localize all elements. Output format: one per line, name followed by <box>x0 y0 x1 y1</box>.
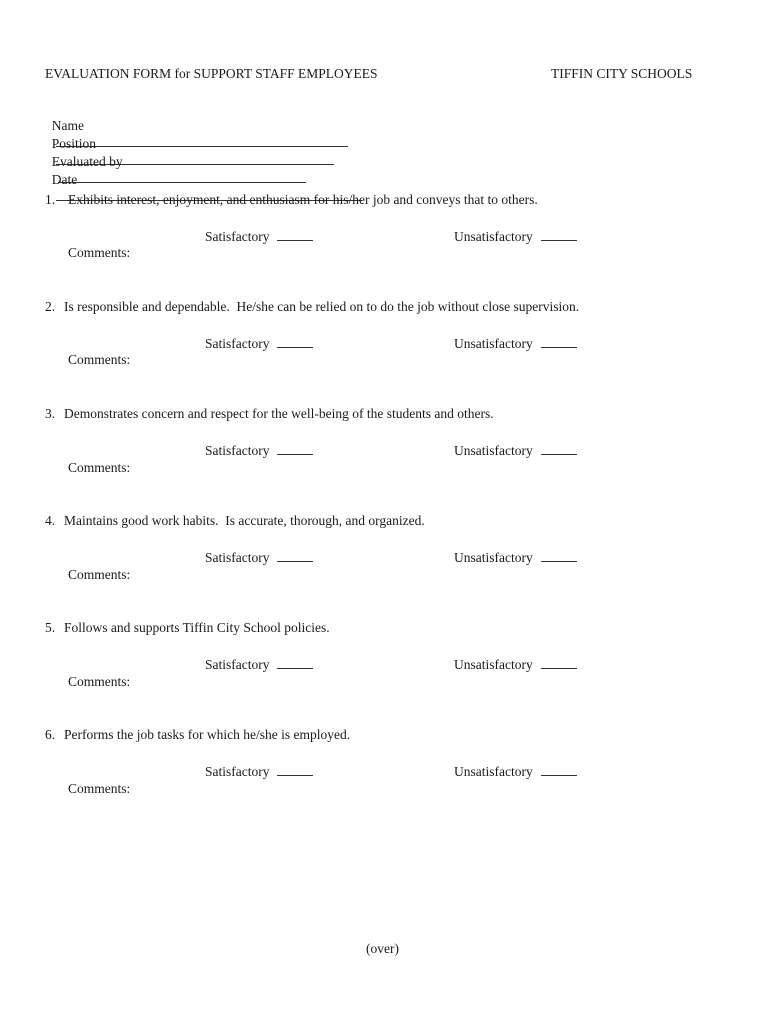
question-6-number: 6. <box>45 727 56 742</box>
over-indicator: (over) <box>366 941 399 956</box>
question-3-comments: Comments: <box>68 460 131 475</box>
question-3-number: 3. <box>45 406 56 421</box>
date-label: Date <box>51 172 78 187</box>
question-3-text: Demonstrates concern and respect for the well-being of the students and others. <box>64 406 494 421</box>
position-label: Position <box>51 136 97 151</box>
question-6-unsatisfactory[interactable]: Unsatisfactory <box>454 763 577 780</box>
question-1-satisfactory[interactable]: Satisfactory <box>205 228 313 245</box>
question-5-number: 5. <box>45 620 56 635</box>
organization-name: TIFFIN CITY SCHOOLS <box>551 66 693 81</box>
question-6-comments: Comments: <box>68 781 131 796</box>
question-2-number: 2. <box>45 299 56 314</box>
question-4-comments: Comments: <box>68 567 131 582</box>
question-5-unsatisfactory[interactable]: Unsatisfactory <box>454 656 577 673</box>
question-2-satisfactory[interactable]: Satisfactory <box>205 335 313 352</box>
evaluated-by-label: Evaluated by <box>51 154 123 169</box>
question-4-number: 4. <box>45 513 56 528</box>
question-6-text: Performs the job tasks for which he/she is employed. <box>64 727 351 742</box>
satisfactory-blank[interactable] <box>277 442 313 455</box>
unsatisfactory-blank[interactable] <box>541 442 577 455</box>
question-2-unsatisfactory[interactable]: Unsatisfactory <box>454 335 577 352</box>
question-1-unsatisfactory[interactable]: Unsatisfactory <box>454 228 577 245</box>
unsatisfactory-blank[interactable] <box>541 656 577 669</box>
satisfactory-blank[interactable] <box>277 656 313 669</box>
question-4-text: Maintains good work habits. Is accurate, thorough, and organized. <box>64 513 425 528</box>
question-2-comments: Comments: <box>68 352 131 367</box>
question-1-number: 1. <box>45 192 56 207</box>
satisfactory-blank[interactable] <box>277 228 313 241</box>
satisfactory-blank[interactable] <box>277 549 313 562</box>
form-title: EVALUATION FORM for SUPPORT STAFF EMPLOYEES <box>45 66 378 81</box>
question-5-satisfactory[interactable]: Satisfactory <box>205 656 313 673</box>
satisfactory-blank[interactable] <box>277 763 313 776</box>
unsatisfactory-blank[interactable] <box>541 763 577 776</box>
unsatisfactory-blank[interactable] <box>541 549 577 562</box>
satisfactory-blank[interactable] <box>277 335 313 348</box>
question-2-text: Is responsible and dependable. He/she can be relied on to do the job without close supervision. <box>64 299 580 314</box>
question-4-satisfactory[interactable]: Satisfactory <box>205 549 313 566</box>
name-label: Name <box>51 118 84 133</box>
question-3-satisfactory[interactable]: Satisfactory <box>205 442 313 459</box>
question-5-comments: Comments: <box>68 674 131 689</box>
question-4-unsatisfactory[interactable]: Unsatisfactory <box>454 549 577 566</box>
question-1-text: Exhibits interest, enjoyment, and enthusiasm for his/her job and conveys that to others. <box>68 192 538 207</box>
question-5-text: Follows and supports Tiffin City School policies. <box>64 620 330 635</box>
unsatisfactory-blank[interactable] <box>541 228 577 241</box>
question-3-unsatisfactory[interactable]: Unsatisfactory <box>454 442 577 459</box>
question-1-comments: Comments: <box>68 245 131 260</box>
unsatisfactory-blank[interactable] <box>541 335 577 348</box>
question-6-satisfactory[interactable]: Satisfactory <box>205 763 313 780</box>
